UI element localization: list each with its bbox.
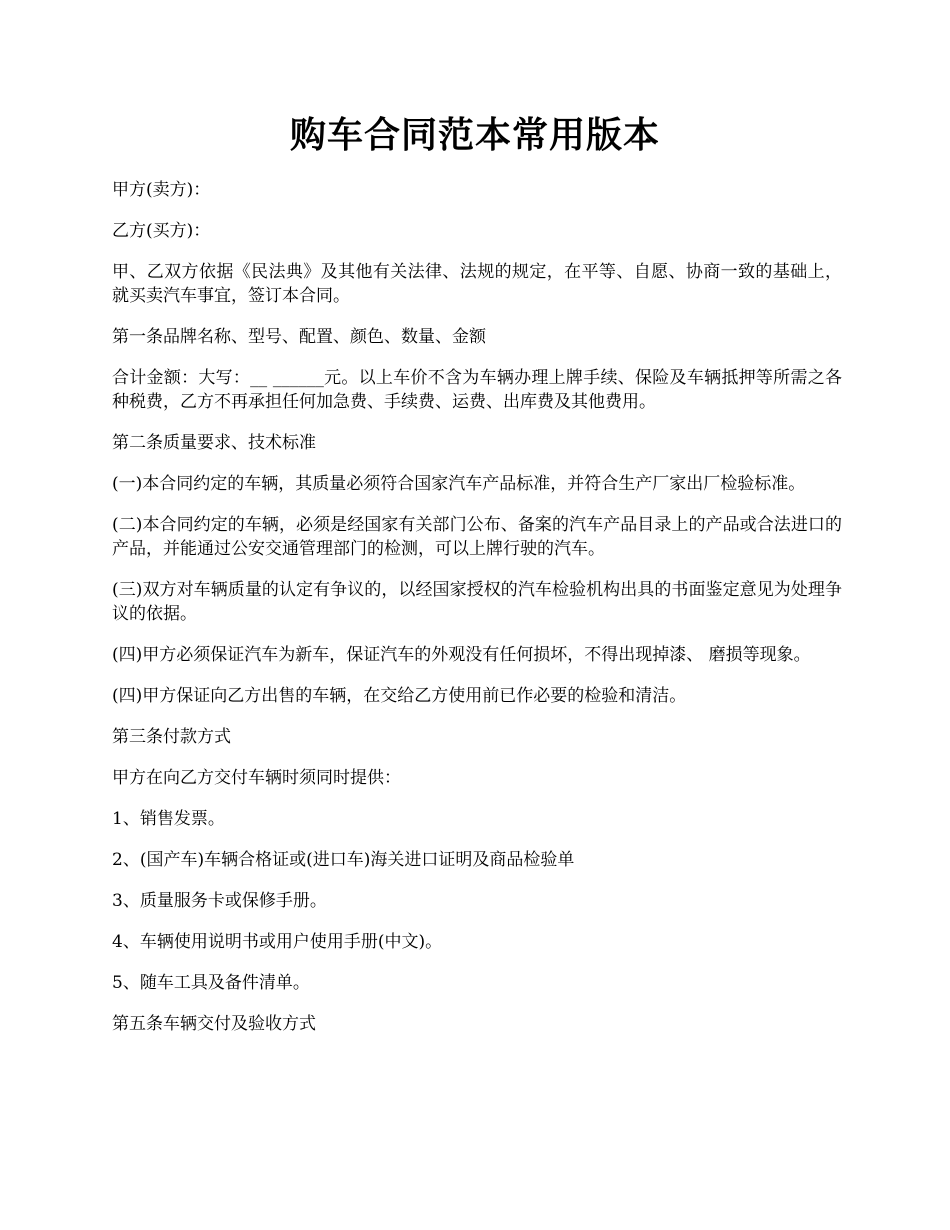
article-2-heading: 第二条质量要求、技术标准 bbox=[112, 433, 316, 453]
article-1-heading: 第一条品牌名称、型号、配置、颜色、数量、金额 bbox=[112, 327, 486, 347]
party-b-line: 乙方(买方)： bbox=[112, 221, 211, 241]
quality-clause-1: (一)本合同约定的车辆，其质量必须符合国家汽车产品标准，并符合生产厂家出厂检验标准。 bbox=[112, 474, 806, 494]
quality-clause-5: (四)甲方保证向乙方出售的车辆，在交给乙方使用前已作必要的检验和清洁。 bbox=[112, 686, 687, 706]
document-body bbox=[112, 178, 842, 1053]
party-a-line: 甲方(卖方)： bbox=[112, 180, 211, 200]
list-item: 3、质量服务卡或保修手册。 bbox=[112, 891, 327, 911]
quality-clause-2: (二)本合同约定的车辆，必须是经国家有关部门公布、备案的汽车产品目录上的产品或合法进口的产品，并能通过公安交通管理部门的检测，可以上牌行驶的汽车。 bbox=[112, 515, 842, 559]
list-item: 5、随车工具及备件清单。 bbox=[112, 973, 310, 993]
quality-clause-4: (四)甲方必须保证汽车为新车，保证汽车的外观没有任何损坏，不得出现掉漆、 磨损等现象。 bbox=[112, 645, 811, 665]
list-item: 1、销售发票。 bbox=[112, 809, 225, 829]
total-amount-paragraph: 合计金额：大写：__ ______元。以上车价不含为车辆办理上牌手续、保险及车辆抵押等所需之各种税费，乙方不再承担任何加急费、手续费、运费、出库费及其他费用。 bbox=[112, 368, 842, 412]
delivery-documents-intro: 甲方在向乙方交付车辆时须同时提供： bbox=[112, 768, 401, 788]
article-3-heading: 第三条付款方式 bbox=[112, 727, 231, 747]
quality-clause-3: (三)双方对车辆质量的认定有争议的，以经国家授权的汽车检验机构出具的书面鉴定意见为处理争议的依据。 bbox=[112, 580, 842, 624]
list-item: 2、(国产车)车辆合格证或(进口车)海关进口证明及商品检验单 bbox=[112, 850, 575, 870]
document-title: 购车合同范本常用版本 bbox=[289, 114, 660, 156]
preamble-paragraph: 甲、乙双方依据《民法典》及其他有关法律、法规的规定，在平等、自愿、协商一致的基础上，就买卖汽车事宜，签订本合同。 bbox=[112, 262, 842, 306]
list-item: 4、车辆使用说明书或用户使用手册(中文)。 bbox=[112, 932, 443, 952]
article-5-heading: 第五条车辆交付及验收方式 bbox=[112, 1014, 316, 1034]
